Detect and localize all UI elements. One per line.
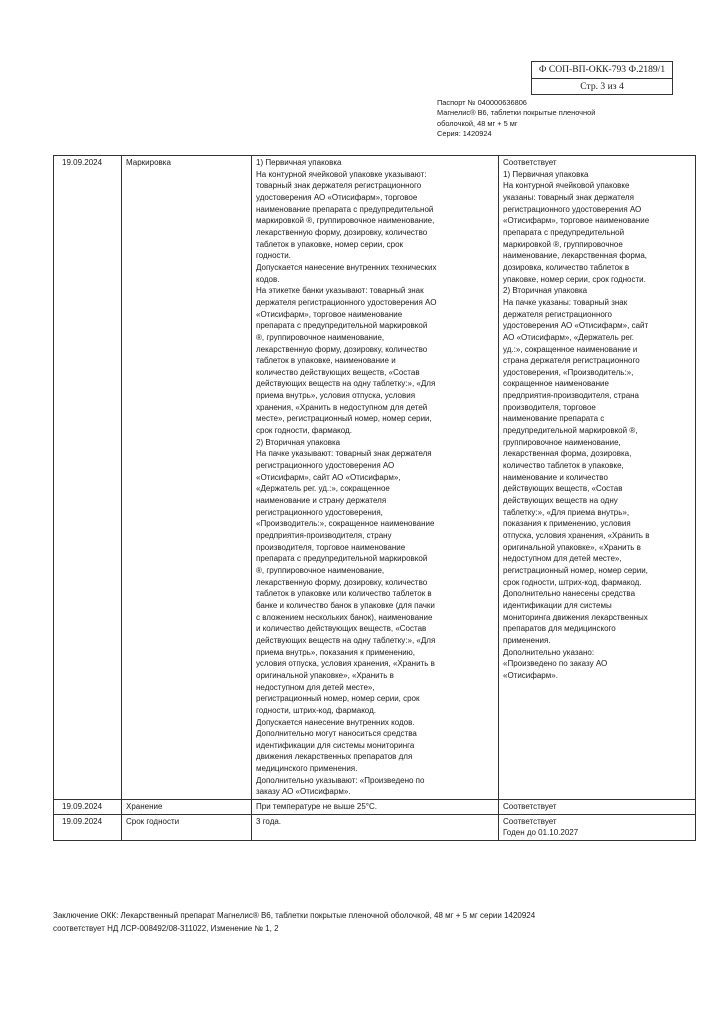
requirement-line: держателя регистрационного удостоверения АО	[256, 297, 437, 307]
requirement-line: товарный знак держателя регистрационного	[256, 181, 422, 191]
characteristic-cell	[122, 156, 252, 800]
result-line: лекарственная форма, дозировка,	[503, 449, 632, 459]
requirement-line: с вложением нескольких банок), наименование	[256, 612, 433, 622]
requirement-line: Допускается нанесение внутренних технических	[256, 262, 437, 272]
conclusion	[53, 909, 535, 935]
result-line: предприятия-производителя, страна	[503, 391, 640, 401]
requirement-line: банке и количество банок в упаковке (для пачки	[256, 600, 435, 610]
requirement-line: движения лекарственных препаратов для	[256, 752, 413, 762]
result-line: АО «Отисифарм», «Держатель рег.	[503, 332, 635, 342]
test-date-cell	[54, 156, 122, 800]
requirement-line: 1) Первичная упаковка	[256, 158, 342, 167]
characteristic-cell	[122, 814, 252, 840]
result-line: «Отисифарм».	[503, 670, 558, 680]
requirement-line: таблеток в упаковке или количество таблеток в	[256, 589, 432, 599]
result-line: действующих веществ, «Состав	[503, 484, 623, 494]
product-name-line1: Магнелис® В6, таблетки покрытые пленочной	[437, 108, 596, 118]
product-name-line2: оболочкой, 48 мг + 5 мг	[437, 118, 518, 128]
result-line: упаковке, номер серии, срок годности.	[503, 274, 646, 284]
result-line: препаратов для медицинского	[503, 624, 616, 634]
result-line: 2) Вторичная упаковка	[503, 286, 588, 296]
result-cell	[499, 800, 696, 815]
result-line: регистрационный номер, номер серии,	[503, 565, 648, 575]
requirement-line: Дополнительно могут наноситься средства	[256, 729, 417, 739]
result-line: дозировка, количество таблеток в	[503, 262, 630, 272]
result-line: Годен до 01.10.2027	[503, 828, 579, 838]
result-cell	[499, 156, 696, 800]
requirement-line: годности.	[256, 251, 291, 261]
result-line: количество таблеток в упаковке,	[503, 461, 624, 471]
result-line: уд.:», сокращенное наименование и	[503, 344, 638, 354]
result-line: препарата с предупредительной	[503, 227, 625, 237]
test-date-cell	[54, 814, 122, 840]
requirement-line: лекарственную форму, дозировку, количество	[256, 344, 428, 354]
requirement-line: идентификации для системы мониторинга	[256, 740, 415, 750]
requirement-line: регистрационного удостоверения,	[256, 507, 383, 517]
result-line: На пачке указаны: товарный знак	[503, 297, 628, 307]
requirement-line: регистрационный номер, номер серии, срок	[256, 694, 420, 704]
conclusion-line1: Заключение ОКК: Лекарственный препарат Магнелис® В6, таблетки покрытые пленочной оболочкой, 48 мг + 5 мг серии 1420924	[53, 911, 536, 920]
requirement-line: медицинского применения.	[256, 764, 358, 774]
test-date-cell	[54, 800, 122, 815]
requirement-line: количество действующих веществ, «Состав	[256, 367, 420, 377]
requirement-line: и количество действующих веществ, «Состав	[256, 624, 427, 634]
result-line: удостоверения, «Производитель:»,	[503, 367, 634, 377]
requirement-line: препарата с предупредительной маркировкой	[256, 554, 428, 564]
requirement-line: регистрационного удостоверения АО	[256, 461, 395, 471]
result-cell	[499, 814, 696, 840]
requirement-line: На пачке указывают: товарный знак держателя	[256, 449, 432, 459]
requirement-line: оригинальной упаковке», «Хранить в	[256, 670, 394, 680]
form-code: Ф СОП-ВП-ОКК-793 Ф.2189/1	[532, 62, 672, 79]
requirement-line: производителя, торговое наименование	[256, 542, 406, 552]
result-line: На контурной ячейковой упаковке	[503, 181, 630, 191]
requirement-line: удостоверения АО «Отисифарм», торговое	[256, 192, 418, 202]
test-results-body	[54, 156, 696, 841]
passport-block	[437, 98, 595, 139]
requirement-line: Допускается нанесение внутренних кодов.	[256, 717, 415, 727]
result-line: маркировкой ®, группировочное	[503, 239, 623, 249]
result-line: Соответствует	[503, 816, 557, 826]
requirement-line: приема внутрь», показания к применению,	[256, 647, 415, 657]
requirement-line: «Отисифарм», сайт АО «Отисифарм»,	[256, 472, 401, 482]
requirement-line: На этикетке банки указывают: товарный знак	[256, 286, 424, 296]
requirement-cell	[252, 156, 499, 800]
requirement-line: заказу АО «Отисифарм».	[256, 787, 351, 797]
result-line: срок годности, штрих-код, фармакод.	[503, 577, 642, 587]
requirement-line: лекарственную форму, дозировку, количество	[256, 227, 428, 237]
result-line: отпуска, условия хранения, «Хранить в	[503, 531, 650, 540]
result-line: таблетку:», «Для приема внутрь»,	[503, 507, 630, 517]
result-line: сокращенное наименование	[503, 379, 609, 389]
result-line: мониторинга движения лекарственных	[503, 612, 648, 622]
requirement-line: ®, группировочное наименование,	[256, 332, 385, 342]
result-line: Дополнительно указано:	[503, 647, 595, 657]
requirement-line: ®, группировочное наименование,	[256, 565, 385, 575]
requirement-line: действующих веществ на одну таблетку:», «Для	[256, 379, 436, 389]
page-number: Стр. 3 из 4	[580, 81, 624, 92]
result-line: показания к применению, условия	[503, 519, 631, 529]
result-line: «Произведено по заказу АО	[503, 659, 608, 669]
result-line: Соответствует	[503, 802, 557, 812]
result-line: группировочное наименование,	[503, 437, 621, 447]
result-line: 1) Первичная упаковка	[503, 169, 589, 179]
requirement-line: 3 года.	[256, 816, 282, 826]
requirement-line: кодов.	[256, 274, 280, 284]
result-line: держателя регистрационного	[503, 309, 612, 319]
test-date: 19.09.2024	[62, 802, 103, 812]
requirement-line: На контурной ячейковой упаковке указывают:	[256, 169, 427, 179]
table-row	[54, 156, 696, 800]
requirement-line: условия отпуска, условия хранения, «Хранить в	[256, 659, 435, 669]
requirement-line: месте», регистрационный номер, номер серии,	[256, 414, 432, 424]
result-line: наименование и количество	[503, 472, 608, 482]
requirement-line: срок годности, фармакод.	[256, 426, 352, 436]
test-results-table	[53, 155, 696, 841]
requirement-line: маркировкой ®, группировочное наименование,	[256, 216, 435, 226]
requirement-line: годности, штрих-код, фармакод.	[256, 705, 376, 715]
requirement-line: Дополнительно указывают: «Произведено по	[256, 775, 425, 785]
requirement-line: предприятия-производителя, страну	[256, 531, 392, 540]
requirement-line: «Производитель:», сокращенное наименование	[256, 519, 435, 529]
result-line: предупредительной маркировкой ®,	[503, 426, 638, 436]
requirement-line: таблеток в упаковке, наименование и	[256, 356, 396, 366]
characteristic-cell	[122, 800, 252, 815]
result-line: производителя, торговое	[503, 402, 596, 412]
table-row	[54, 814, 696, 840]
requirement-line: таблеток в упаковке, номер серии, срок	[256, 239, 404, 249]
result-line: применения.	[503, 635, 551, 645]
requirement-line: лекарственную форму, дозировку, количество	[256, 577, 428, 587]
requirement-cell	[252, 800, 499, 815]
requirement-line: При температуре не выше 25°С.	[256, 802, 377, 812]
requirement-cell	[252, 814, 499, 840]
form-code-box	[531, 61, 673, 95]
requirement-line: приема внутрь», условия отпуска, условия	[256, 391, 416, 401]
result-line: наименование, лекарственная форма,	[503, 251, 647, 261]
requirement-line: недоступном для детей месте»,	[256, 682, 375, 692]
result-line: действующих веществ на одну	[503, 496, 618, 506]
requirement-line: наименование препарата с предупредительной	[256, 204, 434, 214]
requirement-line: хранения, «Хранить в недоступном для детей	[256, 402, 428, 412]
test-date: 19.09.2024	[62, 158, 103, 167]
requirement-line: «Отисифарм», торговое наименование	[256, 309, 403, 319]
requirement-line: наименование и страну держателя	[256, 496, 387, 506]
characteristic-name: Хранение	[126, 802, 163, 812]
result-line: указаны: товарный знак держателя	[503, 192, 634, 202]
requirement-line: 2) Вторичная упаковка	[256, 437, 341, 447]
result-line: регистрационного удостоверения АО	[503, 204, 642, 214]
table-row	[54, 800, 696, 815]
result-line: страна держателя регистрационного	[503, 356, 640, 366]
passport-number: Паспорт № 040000636806	[437, 98, 527, 107]
characteristic-name: Маркировка	[126, 158, 171, 167]
conclusion-line2: соответствует НД ЛСР-008492/08-311022, Изменение № 1, 2	[53, 924, 279, 933]
result-line: недоступном для детей месте»,	[503, 554, 622, 564]
series-number: Серия: 1420924	[437, 128, 492, 138]
result-line: «Отисифарм», торговое наименование	[503, 216, 650, 226]
characteristic-name: Срок годности	[126, 816, 180, 826]
result-line: Дополнительно нанесены средства	[503, 589, 636, 599]
result-line: Соответствует	[503, 158, 557, 167]
test-date: 19.09.2024	[62, 816, 103, 826]
requirement-line: «Держатель рег. уд.:», сокращенное	[256, 484, 390, 494]
result-line: наименование препарата с	[503, 414, 605, 424]
result-line: идентификации для системы	[503, 600, 612, 610]
result-line: удостоверения АО «Отисифарм», сайт	[503, 321, 649, 331]
requirement-line: препарата с предупредительной маркировкой	[256, 321, 428, 331]
requirement-line: действующих веществ на одну таблетку:», «Для	[256, 635, 436, 645]
result-line: оригинальной упаковке», «Хранить в	[503, 542, 641, 552]
